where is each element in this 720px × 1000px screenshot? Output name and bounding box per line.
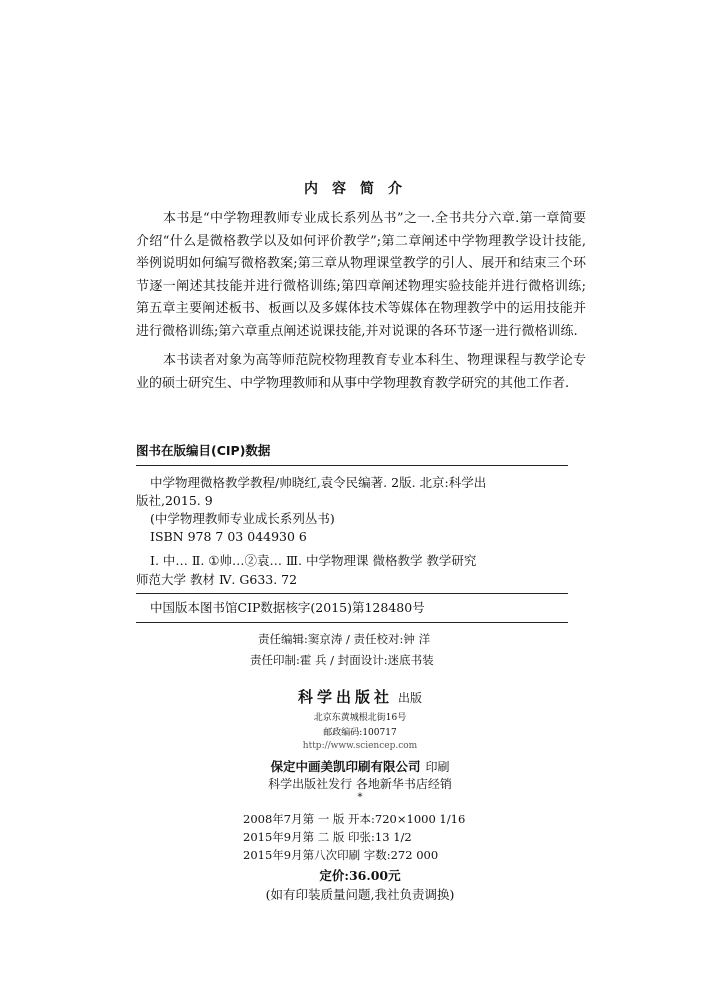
price: 定价:36.00元 xyxy=(319,868,401,883)
distribution-line: 科学出版社发行 各地新华书店经销 xyxy=(268,777,452,791)
printer-suffix: 印刷 xyxy=(425,760,450,774)
cip-middle-rule xyxy=(136,593,568,594)
cip-heading: 图书在版编目(CIP)数据 xyxy=(136,443,271,458)
summary-paragraph-2: 本书读者对象为高等师范院校物理教育专业本科生、物理课程与教学论专业的硕士研究生、中学物理教师和从事中学物理教育教学研究的其他工作者. xyxy=(136,353,586,391)
cip-catalog-record: 中国版本图书馆CIP数据核字(2015)第128480号 xyxy=(150,600,425,615)
colophon-line-1: 2008年7月第 一 版 开本:720×1000 1/16 xyxy=(243,812,466,826)
summary-title: 内容简介 xyxy=(304,181,416,197)
cip-top-rule xyxy=(136,465,568,466)
cip-entry-line-1: 中学物理微格教学教程/帅晓红,袁令民编著. 2版. 北京:科学出 xyxy=(150,475,487,490)
publisher-address: 北京东黄城根北街16号 xyxy=(313,713,407,723)
cip-bottom-rule xyxy=(136,622,568,623)
colophon-line-3: 2015年9月第八次印刷 字数:272 000 xyxy=(243,848,439,862)
colophon-line-2: 2015年9月第 二 版 印张:13 1/2 xyxy=(243,830,412,844)
printer-block xyxy=(0,756,720,775)
cip-subject-line-2: 师范大学 教材 Ⅳ. G633. 72 xyxy=(136,572,298,587)
credits-line-1: 责任编辑:窦京涛 / 责任校对:钟 洋 xyxy=(258,632,431,646)
cip-isbn: ISBN 978 7 03 044930 6 xyxy=(150,529,307,544)
publisher-postcode: 邮政编码:100717 xyxy=(323,728,397,738)
summary-paragraph-1: 本书是“中学物理教师专业成长系列丛书”之一.全书共分六章.第一章简要介绍“什么是微格教学以及如何评价教学”;第二章阐述中学物理教学设计技能,举例说明如何编写微格教案;第三章从物理课堂教学的引人、展开和结束三个环节逐一阐述其技能并进行微格训练;第四章阐述物理实验技能并进行微格训练;第五章主要阐述板书、板画以及多媒体技术等媒体在物理教学中的运用技能并进行微格训练;第六章重点阐述说课技能,并对说课的各环节逐一进行微格训练. xyxy=(136,211,586,339)
printer-name: 保定中画美凯印刷有限公司 xyxy=(270,759,421,774)
cip-entry-line-2: 版社,2015. 9 xyxy=(136,493,213,508)
publisher-url: http://www.sciencep.com xyxy=(302,741,418,751)
quality-notice: (如有印装质量问题,我社负责调换) xyxy=(265,887,455,902)
publisher-block xyxy=(0,686,720,707)
publisher-suffix: 出版 xyxy=(398,691,423,705)
credits-line-2: 责任印制:霍 兵 / 封面设计:迷底书装 xyxy=(250,653,434,667)
publisher-name: 科学出版社 xyxy=(297,688,393,706)
cip-subject-line-1: Ⅰ. 中… Ⅱ. ①帅…②袁… Ⅲ. 中学物理课 微格教学 教学研究 xyxy=(150,553,477,568)
cip-series: (中学物理教师专业成长系列丛书) xyxy=(150,511,335,526)
separator-asterisk: * xyxy=(357,792,363,803)
